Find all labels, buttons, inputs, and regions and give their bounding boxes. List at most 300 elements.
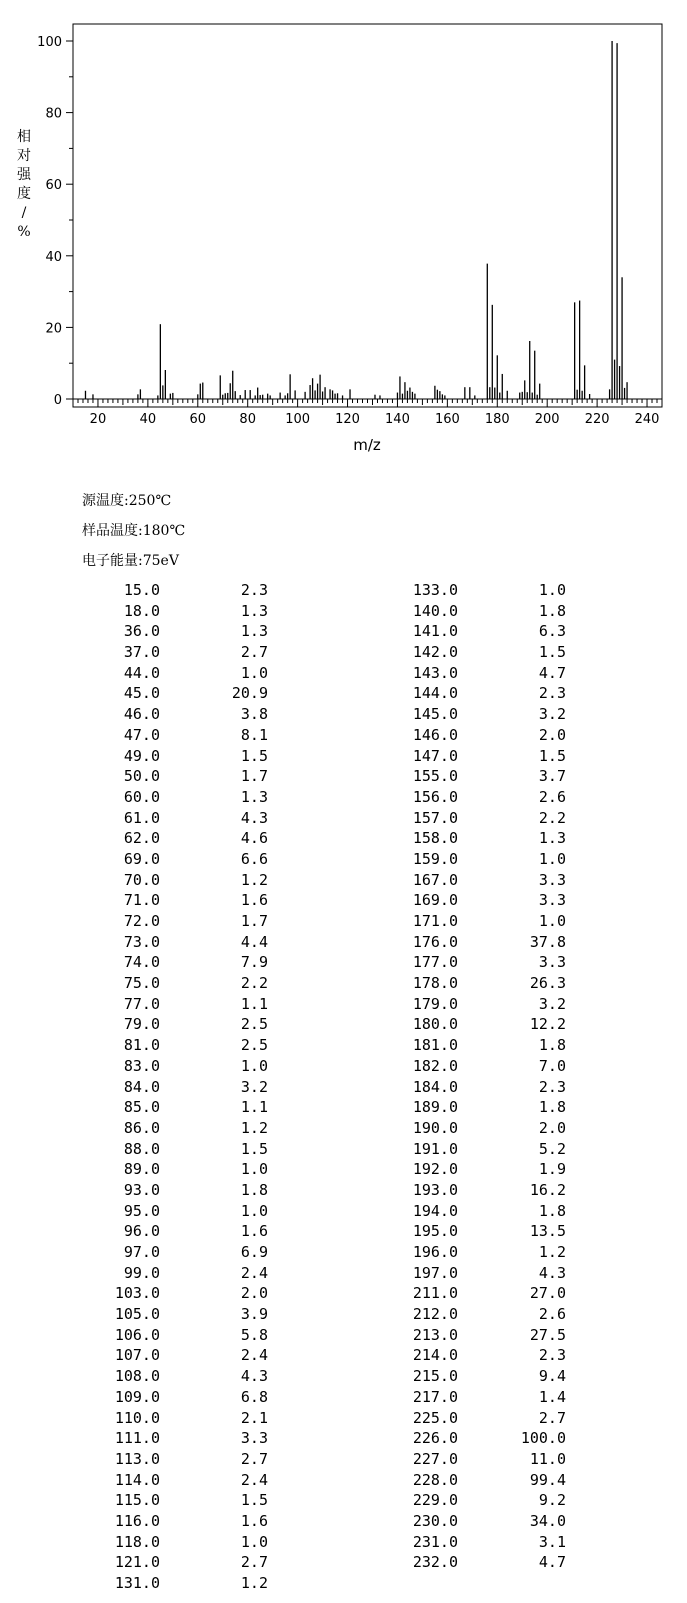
- x-tick-label: 180: [484, 412, 510, 427]
- peak-mz: 195.0: [412, 1222, 458, 1241]
- peak-abundance: 1.2: [240, 1118, 268, 1137]
- peak-mz: 113.0: [114, 1449, 160, 1468]
- peak-abundance: 3.3: [240, 1429, 268, 1448]
- peak-abundance: 1.5: [240, 1139, 268, 1158]
- peak-abundance: 5.8: [240, 1325, 268, 1344]
- peak-row: [396, 663, 566, 684]
- peak-row: [98, 1283, 268, 1304]
- peak-abundance: 2.3: [538, 684, 566, 703]
- peak-row: [396, 1449, 566, 1470]
- peak-mz: 116.0: [114, 1511, 160, 1530]
- x-tick-label: 80: [239, 412, 256, 427]
- peak-row: [396, 1159, 566, 1180]
- peak-row: [396, 704, 566, 725]
- peak-abundance: 6.6: [240, 849, 268, 868]
- peak-row: [98, 1097, 268, 1118]
- peak-mz: 37.0: [123, 643, 160, 662]
- peak-abundance: 9.4: [538, 1367, 566, 1386]
- peak-mz: 211.0: [412, 1284, 458, 1303]
- peak-row: [396, 870, 566, 891]
- peak-abundance: 1.2: [538, 1243, 566, 1261]
- y-axis-label-char: 相: [17, 129, 31, 145]
- peak-abundance: 13.5: [529, 1222, 566, 1241]
- peak-row: [396, 1490, 566, 1511]
- peak-row: [396, 973, 566, 994]
- peak-mz: 83.0: [123, 1056, 160, 1075]
- peak-mz: 196.0: [412, 1243, 458, 1261]
- peak-mz: 105.0: [114, 1305, 160, 1324]
- peak-abundance: 2.7: [240, 1449, 268, 1468]
- peak-abundance: 11.0: [529, 1449, 566, 1468]
- peak-abundance: 3.3: [538, 891, 566, 910]
- x-tick-label: 20: [89, 412, 107, 427]
- peak-abundance: 1.0: [240, 1201, 268, 1220]
- x-tick-label: 120: [335, 412, 360, 427]
- peak-abundance: 34.0: [529, 1511, 566, 1530]
- peak-row: [98, 1035, 268, 1056]
- y-axis-label-char: 对: [17, 148, 31, 164]
- x-tick-label: 160: [434, 412, 460, 427]
- peak-abundance: 2.4: [240, 1263, 268, 1282]
- peak-mz: 71.0: [123, 891, 160, 910]
- peak-abundance: 4.7: [538, 1553, 566, 1572]
- y-tick-label: 80: [45, 106, 62, 122]
- peak-mz: 89.0: [123, 1160, 160, 1179]
- peak-mz: 108.0: [114, 1367, 160, 1386]
- peak-abundance: 9.2: [538, 1491, 566, 1510]
- peak-row: [98, 787, 268, 808]
- peak-abundance: 1.3: [240, 601, 268, 620]
- peak-row: [396, 828, 566, 849]
- peak-abundance: 3.2: [538, 705, 566, 724]
- peak-mz: 143.0: [412, 663, 458, 682]
- peak-abundance: 1.0: [240, 663, 268, 682]
- peak-row: [98, 1263, 268, 1284]
- peak-mz: 155.0: [412, 767, 458, 786]
- peak-abundance: 1.3: [240, 787, 268, 806]
- peak-abundance: 1.3: [538, 829, 566, 848]
- peak-row: [396, 601, 566, 622]
- peak-mz: 179.0: [412, 994, 458, 1013]
- peak-abundance: 1.2: [240, 1574, 268, 1592]
- peak-row: [98, 1387, 268, 1408]
- peak-mz: 133.0: [412, 581, 458, 599]
- peak-mz: 215.0: [412, 1367, 458, 1386]
- peak-abundance: 2.7: [240, 1553, 268, 1572]
- peak-row: [98, 890, 268, 911]
- peak-mz: 144.0: [412, 684, 458, 703]
- x-tick-label: 140: [385, 412, 410, 427]
- peak-row: [396, 1552, 566, 1573]
- peak-mz: 84.0: [123, 1077, 160, 1096]
- peak-abundance: 1.0: [538, 581, 566, 599]
- peak-mz: 140.0: [412, 601, 458, 620]
- peak-mz: 97.0: [123, 1243, 160, 1261]
- peak-abundance: 1.8: [538, 601, 566, 620]
- peak-row: [98, 952, 268, 973]
- peak-mz: 62.0: [123, 829, 160, 848]
- peak-mz: 49.0: [123, 746, 160, 765]
- peak-row: [396, 683, 566, 704]
- peak-row: [98, 621, 268, 642]
- peak-row: [98, 704, 268, 725]
- peak-row: [98, 766, 268, 787]
- peak-abundance: 1.8: [538, 1201, 566, 1220]
- peak-mz: 178.0: [412, 974, 458, 993]
- peak-row: [98, 1511, 268, 1532]
- peak-abundance: 8.1: [240, 725, 268, 744]
- x-tick-label: 220: [584, 412, 610, 427]
- y-tick-label: 20: [45, 321, 62, 337]
- peak-mz: 50.0: [123, 767, 160, 786]
- peak-mz: 109.0: [114, 1387, 160, 1406]
- peak-row: [396, 890, 566, 911]
- peak-abundance: 1.0: [538, 912, 566, 930]
- peak-row: [98, 870, 268, 891]
- peak-row: [396, 1304, 566, 1325]
- peak-mz: 180.0: [412, 1015, 458, 1034]
- peak-abundance: 1.0: [240, 1160, 268, 1179]
- peak-row: [396, 849, 566, 870]
- peak-mz: 86.0: [123, 1118, 160, 1137]
- peak-abundance: 4.3: [538, 1263, 566, 1282]
- peak-abundance: 2.1: [240, 1408, 268, 1427]
- peak-abundance: 4.7: [538, 663, 566, 682]
- peak-row: [396, 1470, 566, 1491]
- peak-mz: 106.0: [114, 1325, 160, 1344]
- peak-mz: 189.0: [412, 1098, 458, 1117]
- y-axis-ticks: [37, 35, 73, 408]
- peak-row: [396, 994, 566, 1015]
- peak-row: [98, 1056, 268, 1077]
- peak-row: [98, 1428, 268, 1449]
- peak-abundance: 2.6: [538, 1305, 566, 1324]
- peak-row: [396, 1325, 566, 1346]
- peak-row: [98, 1077, 268, 1098]
- peak-abundance: 1.5: [538, 746, 566, 765]
- peak-abundance: 1.4: [538, 1387, 566, 1406]
- y-tick-label: 40: [45, 249, 62, 265]
- peak-row: [98, 1408, 268, 1429]
- peak-mz: 158.0: [412, 829, 458, 848]
- peak-mz: 193.0: [412, 1180, 458, 1199]
- peak-abundance: 2.7: [240, 643, 268, 662]
- peak-abundance: 99.4: [529, 1470, 566, 1489]
- peak-abundance: 6.8: [240, 1387, 268, 1406]
- peak-row: [98, 1490, 268, 1511]
- peak-row: [98, 1242, 268, 1263]
- peak-table-right: [396, 580, 566, 1573]
- peak-mz: 145.0: [412, 705, 458, 724]
- peak-row: [396, 1097, 566, 1118]
- peak-mz: 103.0: [114, 1284, 160, 1303]
- peak-mz: 60.0: [123, 787, 160, 806]
- peak-abundance: 2.4: [240, 1346, 268, 1365]
- peak-abundance: 1.8: [240, 1180, 268, 1199]
- peak-abundance: 7.0: [538, 1056, 566, 1075]
- peak-mz: 45.0: [123, 684, 160, 703]
- peak-row: [98, 1201, 268, 1222]
- source-temperature: 源温度:250℃: [82, 493, 172, 509]
- peak-row: [98, 746, 268, 767]
- peak-abundance: 6.3: [538, 622, 566, 641]
- peak-mz: 131.0: [114, 1574, 160, 1592]
- peak-mz: 69.0: [123, 849, 160, 868]
- peak-abundance: 2.6: [538, 787, 566, 806]
- peak-mz: 191.0: [412, 1139, 458, 1158]
- peak-mz: 228.0: [412, 1470, 458, 1489]
- peak-row: [396, 1283, 566, 1304]
- peak-mz: 93.0: [123, 1180, 160, 1199]
- peak-row: [98, 663, 268, 684]
- peak-mz: 61.0: [123, 808, 160, 827]
- peak-mz: 110.0: [114, 1408, 160, 1427]
- acquisition-conditions: [82, 492, 185, 582]
- x-tick-label: 60: [189, 412, 207, 427]
- peak-abundance: 1.8: [538, 1036, 566, 1055]
- peak-row: [396, 1180, 566, 1201]
- peak-row: [98, 683, 268, 704]
- peak-mz: 157.0: [412, 808, 458, 827]
- peak-row: [396, 746, 566, 767]
- peak-abundance: 4.6: [240, 829, 268, 848]
- peak-row: [396, 1532, 566, 1553]
- peak-abundance: 5.2: [538, 1139, 566, 1158]
- peak-abundance: 1.0: [240, 1056, 268, 1075]
- peak-row: [396, 952, 566, 973]
- peak-row: [98, 1552, 268, 1573]
- peak-mz: 114.0: [114, 1470, 160, 1489]
- peak-row: [98, 808, 268, 829]
- peak-row: [98, 725, 268, 746]
- peak-mz: 15.0: [123, 581, 160, 599]
- peak-abundance: 4.3: [240, 808, 268, 827]
- y-axis-label-char: 度: [17, 186, 31, 202]
- peak-abundance: 3.2: [538, 994, 566, 1013]
- peak-mz: 190.0: [412, 1118, 458, 1137]
- sample-temperature: 样品温度:180℃: [82, 523, 186, 539]
- peak-row: [396, 1035, 566, 1056]
- peak-row: [98, 994, 268, 1015]
- peak-abundance: 4.4: [240, 932, 268, 951]
- peak-mz: 171.0: [412, 912, 458, 930]
- peak-abundance: 1.2: [240, 870, 268, 889]
- peak-mz: 156.0: [412, 787, 458, 806]
- peak-abundance: 20.9: [231, 684, 268, 703]
- peak-mz: 36.0: [123, 622, 160, 641]
- peak-mz: 47.0: [123, 725, 160, 744]
- peak-abundance: 3.1: [538, 1532, 566, 1551]
- peak-mz: 70.0: [123, 870, 160, 889]
- peak-row: [98, 849, 268, 870]
- peak-row: [98, 601, 268, 622]
- peak-row: [396, 1408, 566, 1429]
- peak-abundance: 1.5: [240, 746, 268, 765]
- peak-row: [98, 911, 268, 932]
- peak-row: [98, 932, 268, 953]
- peak-row: [98, 1180, 268, 1201]
- peak-mz: 46.0: [123, 705, 160, 724]
- peak-abundance: 100.0: [520, 1429, 566, 1448]
- peak-row: [98, 1345, 268, 1366]
- peak-row: [396, 580, 566, 601]
- peak-row: [98, 1325, 268, 1346]
- peak-mz: 18.0: [123, 601, 160, 620]
- peak-abundance: 2.7: [538, 1408, 566, 1427]
- peak-abundance: 1.3: [240, 622, 268, 641]
- peak-row: [396, 1387, 566, 1408]
- peak-mz: 73.0: [123, 932, 160, 951]
- peak-abundance: 1.1: [240, 994, 268, 1013]
- peak-abundance: 2.0: [538, 1118, 566, 1137]
- mass-spectrum-chart: [0, 0, 687, 470]
- peak-row: [396, 1345, 566, 1366]
- peak-abundance: 2.4: [240, 1470, 268, 1489]
- y-tick-label: 0: [53, 393, 62, 408]
- peak-row: [396, 1077, 566, 1098]
- peak-row: [396, 642, 566, 663]
- peak-mz: 212.0: [412, 1305, 458, 1324]
- peak-row: [98, 1159, 268, 1180]
- peak-row: [396, 1139, 566, 1160]
- peak-mz: 227.0: [412, 1449, 458, 1468]
- peak-mz: 72.0: [123, 912, 160, 930]
- peak-mz: 226.0: [412, 1429, 458, 1448]
- peak-abundance: 6.9: [240, 1243, 268, 1261]
- peak-mz: 96.0: [123, 1222, 160, 1241]
- peak-mz: 146.0: [412, 725, 458, 744]
- peak-abundance: 7.9: [240, 953, 268, 972]
- peak-row: [396, 1201, 566, 1222]
- peak-abundance: 1.0: [538, 849, 566, 868]
- peak-row: [98, 1449, 268, 1470]
- x-tick-label: 240: [634, 412, 660, 427]
- peak-mz: 229.0: [412, 1491, 458, 1510]
- peak-row: [98, 1366, 268, 1387]
- peak-row: [98, 1118, 268, 1139]
- peak-mz: 85.0: [123, 1098, 160, 1117]
- peak-row: [396, 1056, 566, 1077]
- y-axis-label: [14, 128, 34, 242]
- peak-row: [396, 1118, 566, 1139]
- peak-row: [396, 1014, 566, 1035]
- peak-abundance: 2.2: [240, 974, 268, 993]
- peak-mz: 184.0: [412, 1077, 458, 1096]
- peak-abundance: 1.8: [538, 1098, 566, 1117]
- y-axis-label-char: %: [17, 224, 31, 240]
- x-tick-label: 100: [285, 412, 311, 427]
- peak-abundance: 3.3: [538, 870, 566, 889]
- peak-mz: 181.0: [412, 1036, 458, 1055]
- peak-row: [396, 766, 566, 787]
- peak-mz: 88.0: [123, 1139, 160, 1158]
- peak-mz: 182.0: [412, 1056, 458, 1075]
- peak-abundance: 4.3: [240, 1367, 268, 1386]
- peak-abundance: 1.6: [240, 1222, 268, 1241]
- peak-abundance: 1.0: [240, 1532, 268, 1551]
- peak-mz: 99.0: [123, 1263, 160, 1282]
- peak-row: [98, 1532, 268, 1553]
- peak-row: [98, 642, 268, 663]
- spectrum-bars: [85, 41, 627, 399]
- peak-mz: 225.0: [412, 1408, 458, 1427]
- peak-row: [98, 1470, 268, 1491]
- peak-row: [98, 1221, 268, 1242]
- peak-abundance: 26.3: [529, 974, 566, 993]
- peak-abundance: 2.3: [240, 581, 268, 599]
- peak-row: [396, 1263, 566, 1284]
- y-axis-label-char: /: [21, 205, 27, 221]
- peak-mz: 107.0: [114, 1346, 160, 1365]
- peak-abundance: 3.3: [538, 953, 566, 972]
- peak-mz: 217.0: [412, 1387, 458, 1406]
- peak-mz: 115.0: [114, 1491, 160, 1510]
- peak-mz: 214.0: [412, 1346, 458, 1365]
- peak-mz: 194.0: [412, 1201, 458, 1220]
- peak-row: [396, 911, 566, 932]
- peak-abundance: 2.0: [538, 725, 566, 744]
- peak-row: [396, 725, 566, 746]
- peak-abundance: 27.0: [529, 1284, 566, 1303]
- peak-row: [396, 1221, 566, 1242]
- peak-mz: 159.0: [412, 849, 458, 868]
- peak-abundance: 1.7: [240, 767, 268, 786]
- peak-mz: 230.0: [412, 1511, 458, 1530]
- peak-row: [98, 1014, 268, 1035]
- peak-mz: 74.0: [123, 953, 160, 972]
- peak-abundance: 2.2: [538, 808, 566, 827]
- peak-mz: 77.0: [123, 994, 160, 1013]
- plot-frame: [73, 24, 662, 407]
- y-axis-label-char: 强: [17, 167, 31, 183]
- peak-mz: 232.0: [412, 1553, 458, 1572]
- peak-abundance: 2.5: [240, 1015, 268, 1034]
- peak-abundance: 3.8: [240, 705, 268, 724]
- peak-row: [98, 828, 268, 849]
- peak-abundance: 3.2: [240, 1077, 268, 1096]
- peak-mz: 176.0: [412, 932, 458, 951]
- peak-mz: 121.0: [114, 1553, 160, 1572]
- peak-mz: 192.0: [412, 1160, 458, 1179]
- peak-mz: 147.0: [412, 746, 458, 765]
- peak-mz: 213.0: [412, 1325, 458, 1344]
- peak-mz: 231.0: [412, 1532, 458, 1551]
- peak-row: [396, 1242, 566, 1263]
- peak-row: [396, 621, 566, 642]
- peak-mz: 142.0: [412, 643, 458, 662]
- peak-abundance: 3.7: [538, 767, 566, 786]
- x-axis-label: m/z: [353, 436, 381, 454]
- peak-row: [98, 973, 268, 994]
- peak-row: [396, 1366, 566, 1387]
- peak-abundance: 1.5: [538, 643, 566, 662]
- y-tick-label: 60: [45, 178, 62, 194]
- peak-row: [396, 787, 566, 808]
- peak-mz: 95.0: [123, 1201, 160, 1220]
- peak-abundance: 1.6: [240, 1511, 268, 1530]
- peak-table-left: [98, 580, 268, 1594]
- x-axis-ticks: [73, 399, 662, 427]
- peak-abundance: 1.6: [240, 891, 268, 910]
- peak-abundance: 2.3: [538, 1346, 566, 1365]
- peak-abundance: 1.5: [240, 1491, 268, 1510]
- peak-mz: 197.0: [412, 1263, 458, 1282]
- y-tick-label: 100: [37, 35, 62, 50]
- peak-row: [396, 1428, 566, 1449]
- peak-row: [396, 932, 566, 953]
- peak-mz: 118.0: [114, 1532, 160, 1551]
- peak-mz: 75.0: [123, 974, 160, 993]
